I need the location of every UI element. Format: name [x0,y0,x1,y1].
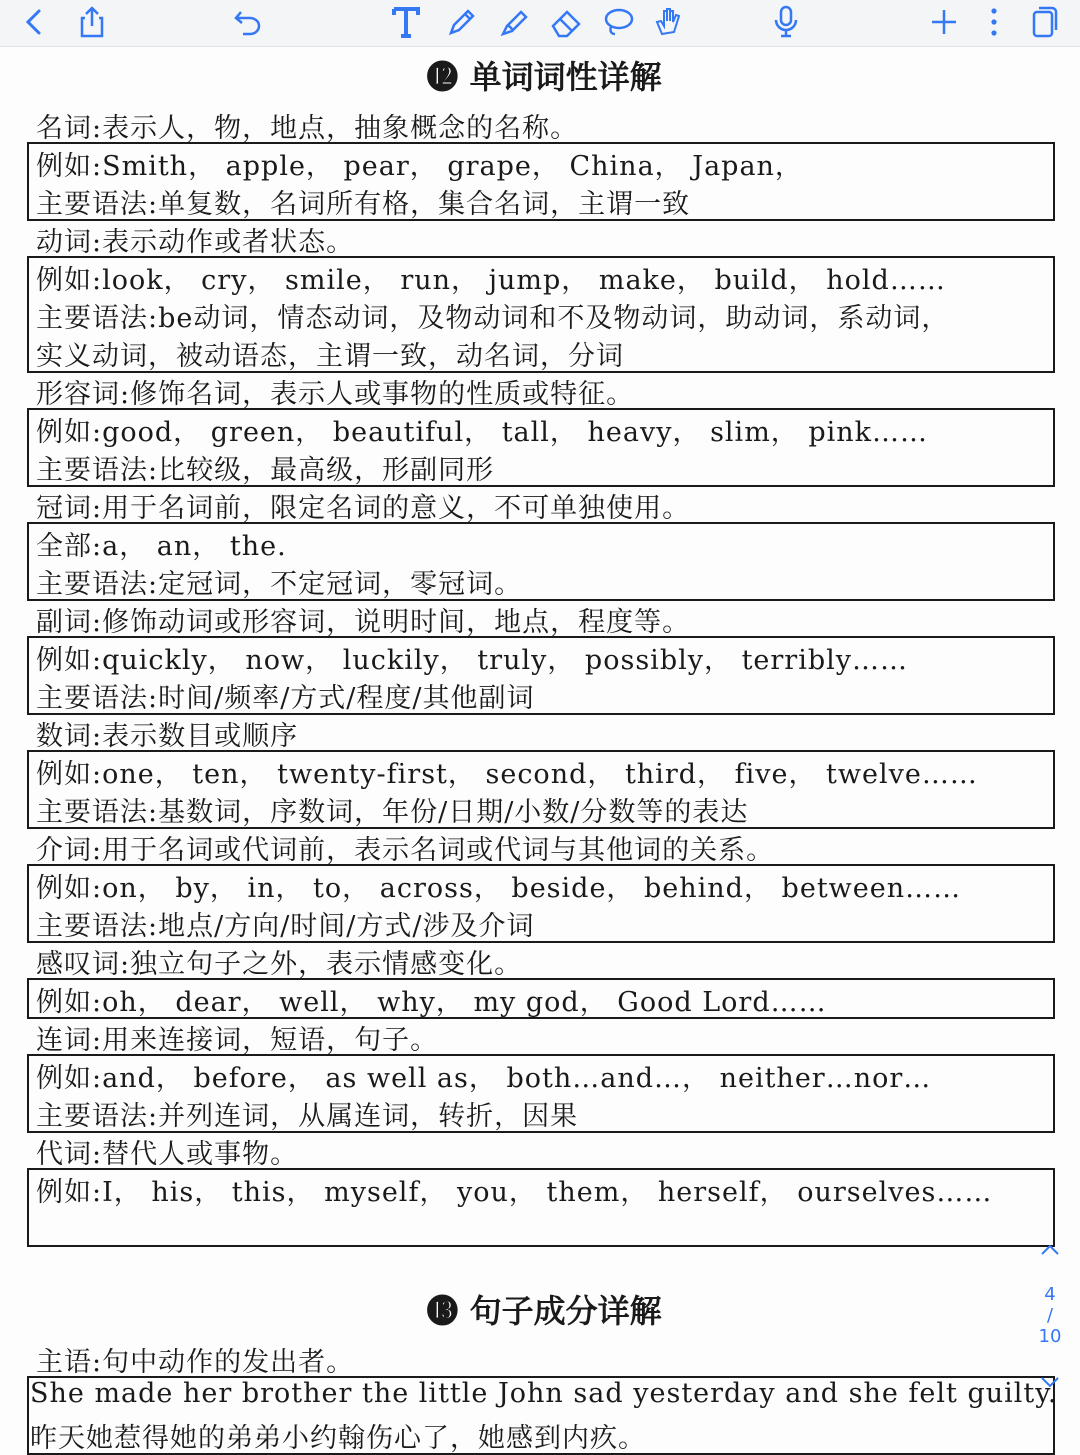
page-separator: / [1046,1305,1054,1326]
pen-icon[interactable] [442,4,482,40]
example-line: She made her brother the little John sad yesterday and she felt guilty. [30,1378,1058,1409]
section-13-title: ⓭ 句子成分详解 [426,1292,662,1330]
note-page[interactable] [24,46,1064,1454]
example-box [27,142,1055,221]
example-line: 昨天她惹得她的弟弟小约翰伤心了，她感到内疚。 [30,1423,646,1454]
part-of-speech-definition: 介词:用于名词或代词前，表示名词或代词与其他词的关系。 [36,835,775,866]
example-box [27,750,1055,829]
pages-icon[interactable] [1024,4,1064,40]
share-icon[interactable] [72,4,112,40]
example-line: 例如:on， by， in， to， across， beside， behind， between…… [36,873,962,904]
toolbar [0,0,1080,47]
undo-icon[interactable] [228,4,268,40]
example-line: 主要语法:地点/方向/时间/方式/涉及介词 [36,911,535,942]
example-box [27,1168,1055,1247]
scroll-up-icon[interactable] [1038,1240,1062,1261]
example-line: 主要语法:定冠词，不定冠词，零冠词。 [36,569,523,600]
example-line: 主要语法:并列连词，从属连词，转折，因果 [36,1101,579,1132]
example-box [27,978,1055,1019]
example-line: 主要语法:比较级，最高级，形副同形 [36,455,495,486]
example-line: 例如:good， green， beautiful， tall， heavy， slim， pink…… [36,417,929,448]
example-line: 例如:and， before， as well as， both…and…， neither…nor… [36,1063,932,1094]
example-line: 全部:a， an， the. [36,531,287,562]
part-of-speech-definition: 连词:用来连接词，短语，句子。 [36,1025,439,1056]
part-of-speech-definition: 副词:修饰动词或形容词，说明时间，地点，程度等。 [36,607,691,638]
highlighter-icon[interactable] [494,4,534,40]
part-of-speech-definition: 名词:表示人，物，地点，抽象概念的名称。 [36,113,579,144]
section-12-title: ⓬ 单词词性详解 [426,58,662,96]
lasso-icon[interactable] [598,4,638,40]
page-indicator [1038,1284,1062,1347]
example-box [27,864,1055,943]
text-tool-icon[interactable] [386,4,426,40]
example-line: 主要语法:时间/频率/方式/程度/其他副词 [36,683,535,714]
example-line: 例如:oh， dear， well， why， my god， Good Lord…… [36,987,827,1018]
page-total: 10 [1038,1326,1062,1347]
example-line: 例如:quickly， now， luckily， truly， possibly， terribly…… [36,645,909,676]
eraser-icon[interactable] [546,4,586,40]
example-line: 实义动词，被动语态，主谓一致，动名词，分词 [36,341,624,372]
example-line: 例如:Smith， apple， pear， grape， China， Japan， [36,151,803,182]
example-box [27,408,1055,487]
sentence-component-definition: 主语:句中动作的发出者。 [36,1347,355,1378]
example-box [27,636,1055,715]
part-of-speech-definition: 冠词:用于名词前，限定名词的意义，不可单独使用。 [36,493,691,524]
part-of-speech-definition: 数词:表示数目或顺序 [36,721,299,752]
more-icon[interactable] [974,4,1014,40]
example-line: 主要语法:单复数，名词所有格，集合名词，主谓一致 [36,189,691,220]
microphone-icon[interactable] [766,4,806,40]
part-of-speech-definition: 代词:替代人或事物。 [36,1139,299,1170]
scroll-down-icon[interactable] [1038,1374,1062,1395]
example-line: 例如:look， cry， smile， run， jump， make， build， hold…… [36,265,946,296]
part-of-speech-definition: 动词:表示动作或者状态。 [36,227,355,258]
example-box [27,256,1055,373]
part-of-speech-definition: 形容词:修饰名词，表示人或事物的性质或特征。 [36,379,635,410]
hand-icon[interactable] [648,4,688,40]
page-current: 4 [1044,1284,1056,1305]
example-box [27,1054,1055,1133]
back-icon[interactable] [14,4,54,40]
example-line: 例如:one， ten， twenty-first， second， third， five， twelve…… [36,759,978,790]
add-icon[interactable] [924,4,964,40]
example-box [27,1376,1055,1455]
example-line: 主要语法:基数词，序数词，年份/日期/小数/分数等的表达 [36,797,749,828]
example-line: 例如:I， his， this， myself， you， them， herself， ourselves…… [36,1177,993,1208]
example-box [27,522,1055,601]
example-line: 主要语法:be动词，情态动词，及物动词和不及物动词，助动词，系动词， [36,303,950,334]
part-of-speech-definition: 感叹词:独立句子之外，表示情感变化。 [36,949,523,980]
